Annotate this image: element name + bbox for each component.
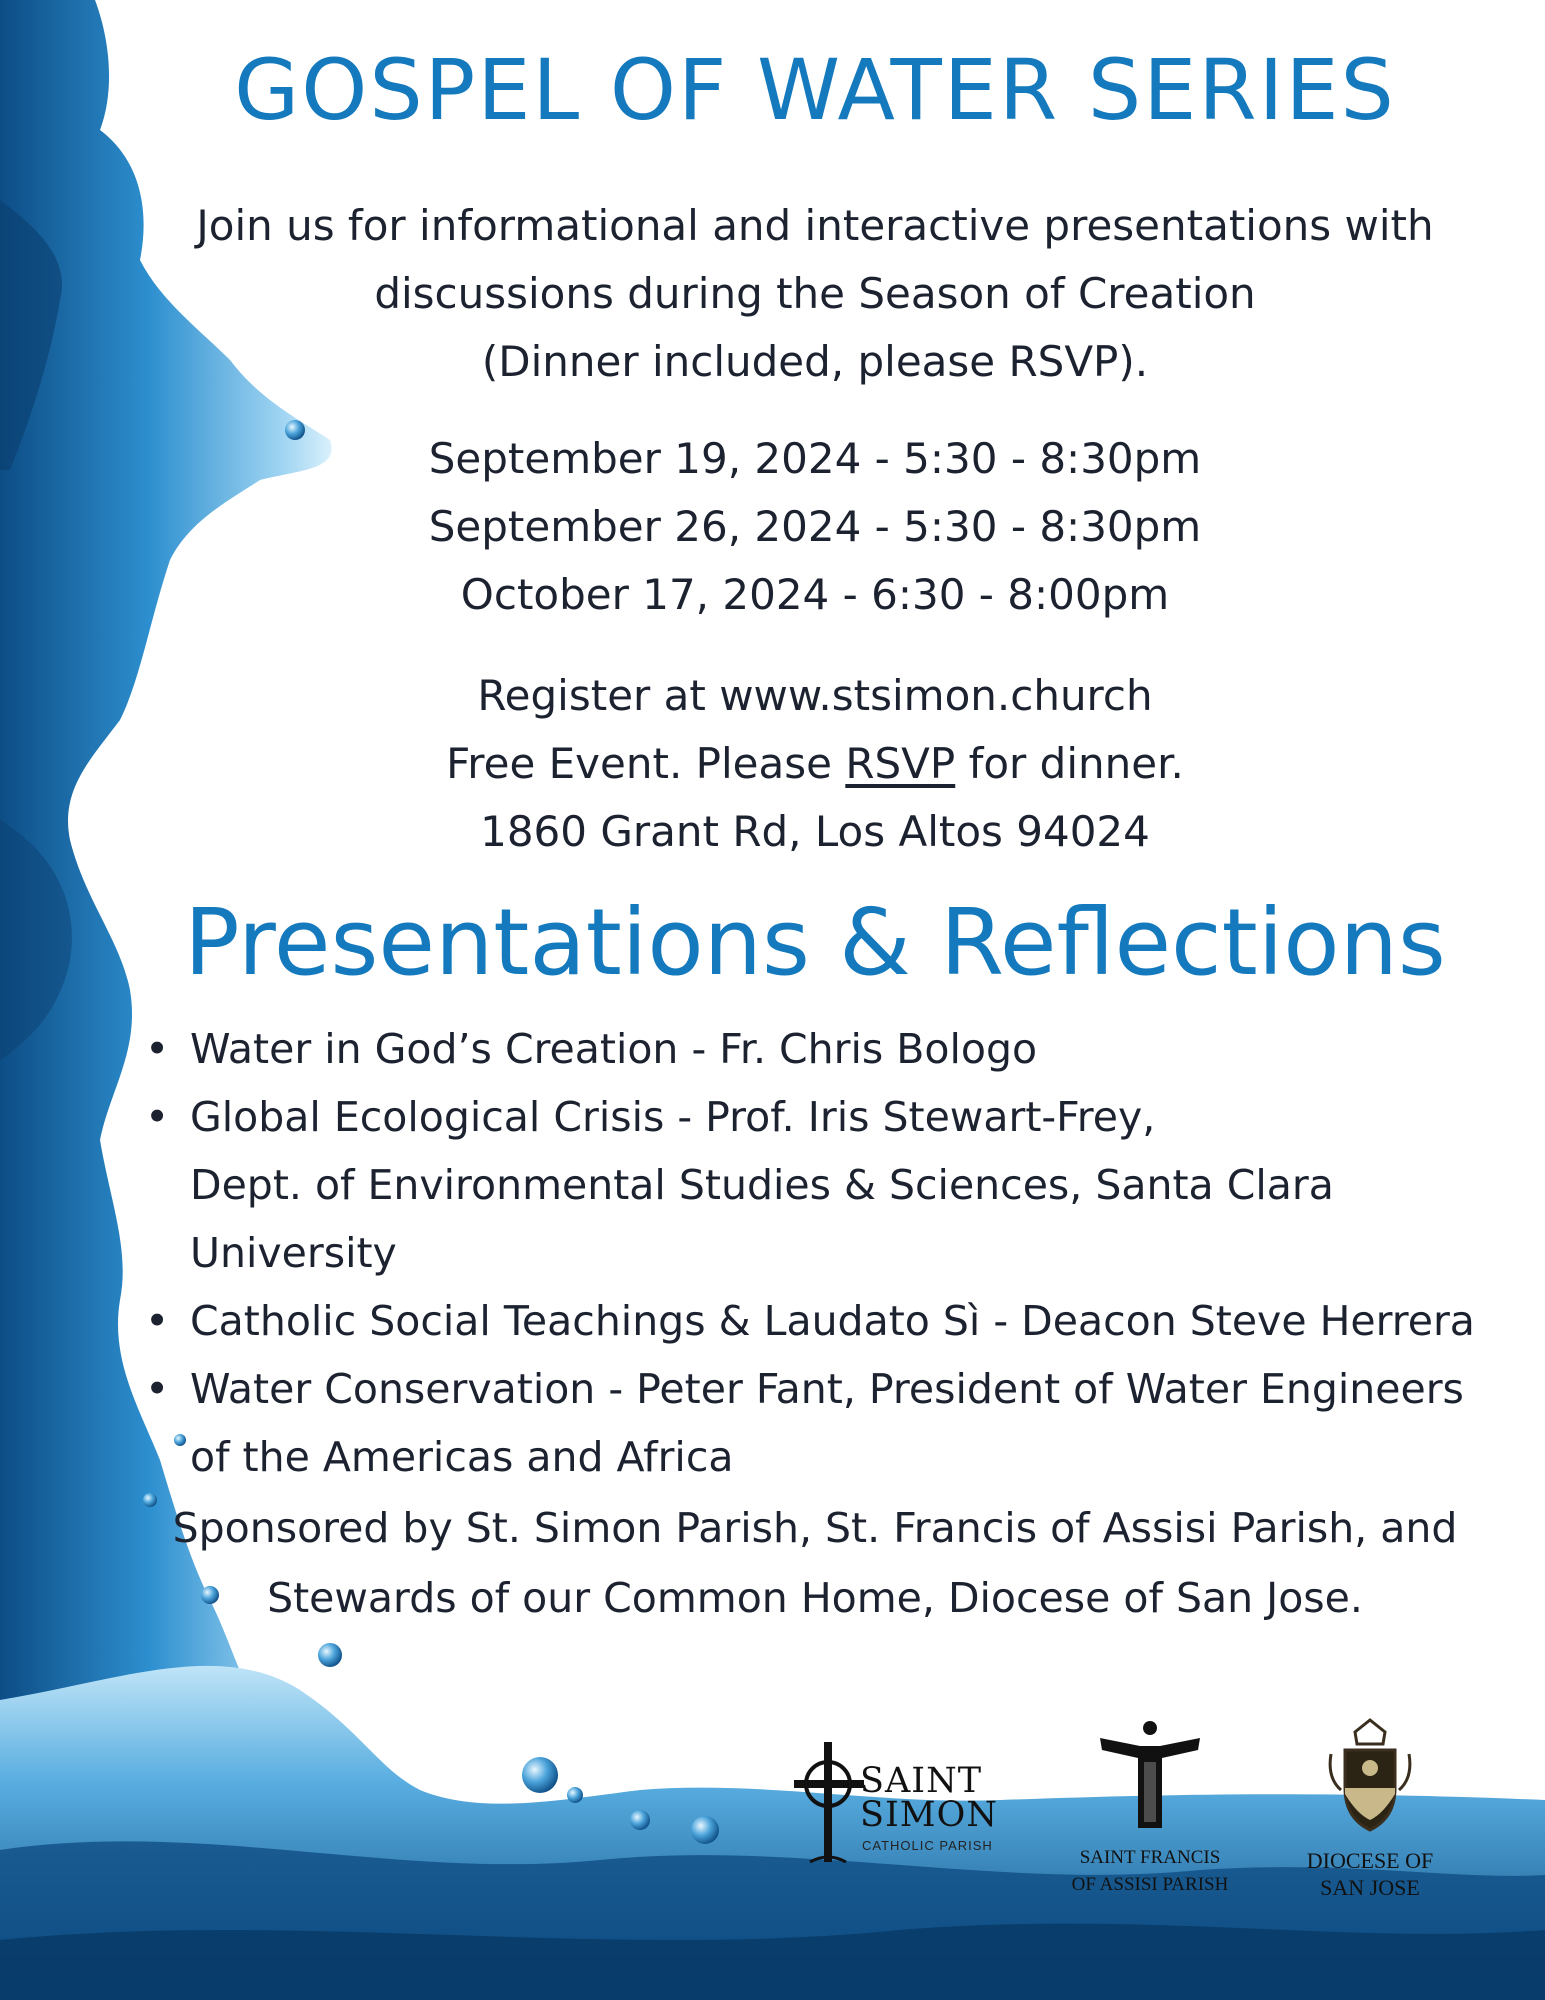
event-date: September 26, 2024 - 5:30 - 8:30pm bbox=[428, 502, 1202, 551]
st-francis-name-line1: SAINT FRANCIS bbox=[1079, 1847, 1221, 1868]
diocese-name bbox=[1285, 1847, 1455, 1901]
friar-tau-icon bbox=[1090, 1718, 1210, 1838]
st-simon-subtitle: CATHOLIC PARISH bbox=[862, 1838, 993, 1853]
topic-line-continued: of the Americas and Africa bbox=[190, 1433, 734, 1481]
rsvp-text-after: for dinner. bbox=[955, 739, 1184, 788]
intro-line: (Dinner included, please RSVP). bbox=[481, 337, 1149, 386]
st-francis-name bbox=[1060, 1844, 1240, 1898]
rsvp-line bbox=[150, 730, 1480, 798]
coat-of-arms-icon bbox=[1325, 1718, 1415, 1838]
st-simon-name-line1: SAINT bbox=[860, 1761, 983, 1801]
st-simon-logo bbox=[790, 1740, 1010, 1880]
list-item bbox=[145, 1083, 1515, 1287]
sponsor-line: Sponsored by St. Simon Parish, St. Francis of Assisi Parish, and bbox=[172, 1504, 1458, 1552]
diocese-name-line1: DIOCESE OF bbox=[1306, 1848, 1434, 1873]
st-francis-name-line2: OF ASSISI PARISH bbox=[1071, 1874, 1229, 1895]
st-francis-logo bbox=[1060, 1718, 1240, 1893]
flyer-title: GOSPEL OF WATER SERIES bbox=[234, 41, 1396, 139]
list-item bbox=[145, 1287, 1515, 1355]
bullet: • bbox=[145, 1093, 170, 1141]
intro-line: discussions during the Season of Creation bbox=[374, 269, 1256, 318]
topic-line: Water Conservation - Peter Fant, President of Water Engineers bbox=[190, 1365, 1464, 1413]
address: 1860 Grant Rd, Los Altos 94024 bbox=[480, 807, 1150, 856]
intro-line: Join us for informational and interactive presentations with bbox=[196, 201, 1434, 250]
topics-list bbox=[145, 1015, 1515, 1491]
sponsor-line: Stewards of our Common Home, Diocese of San Jose. bbox=[267, 1574, 1363, 1622]
bullet: • bbox=[145, 1365, 170, 1413]
rsvp-text-before: Free Event. Please bbox=[446, 739, 846, 788]
topic-line: Catholic Social Teachings & Laudato Sì - Deacon Steve Herrera bbox=[190, 1297, 1475, 1345]
bullet: • bbox=[145, 1297, 170, 1345]
event-date: October 17, 2024 - 6:30 - 8:00pm bbox=[460, 570, 1170, 619]
registration-info bbox=[150, 662, 1480, 866]
diocese-name-line2: SAN JOSE bbox=[1320, 1875, 1420, 1900]
rsvp-link[interactable]: RSVP bbox=[845, 739, 956, 788]
intro-text bbox=[150, 192, 1480, 396]
event-date: September 19, 2024 - 5:30 - 8:30pm bbox=[428, 434, 1202, 483]
topic-line-continued: Dept. of Environmental Studies & Sciences, Santa Clara University bbox=[190, 1161, 1334, 1277]
list-item bbox=[145, 1355, 1515, 1491]
bullet: • bbox=[145, 1025, 170, 1073]
event-dates bbox=[150, 425, 1480, 629]
sponsor-logos bbox=[0, 1700, 1545, 1900]
diocese-logo bbox=[1285, 1718, 1455, 1898]
section-title: Presentations & Reflections bbox=[184, 889, 1446, 996]
register-url-line: Register at www.stsimon.church bbox=[477, 671, 1153, 720]
topic-line: Global Ecological Crisis - Prof. Iris Stewart-Frey, bbox=[190, 1093, 1156, 1141]
topic-line: Water in God’s Creation - Fr. Chris Bologo bbox=[190, 1025, 1038, 1073]
cross-icon bbox=[790, 1740, 870, 1880]
list-item bbox=[145, 1015, 1515, 1083]
sponsor-text bbox=[150, 1493, 1480, 1633]
st-simon-name-line2: SIMON bbox=[860, 1795, 998, 1835]
